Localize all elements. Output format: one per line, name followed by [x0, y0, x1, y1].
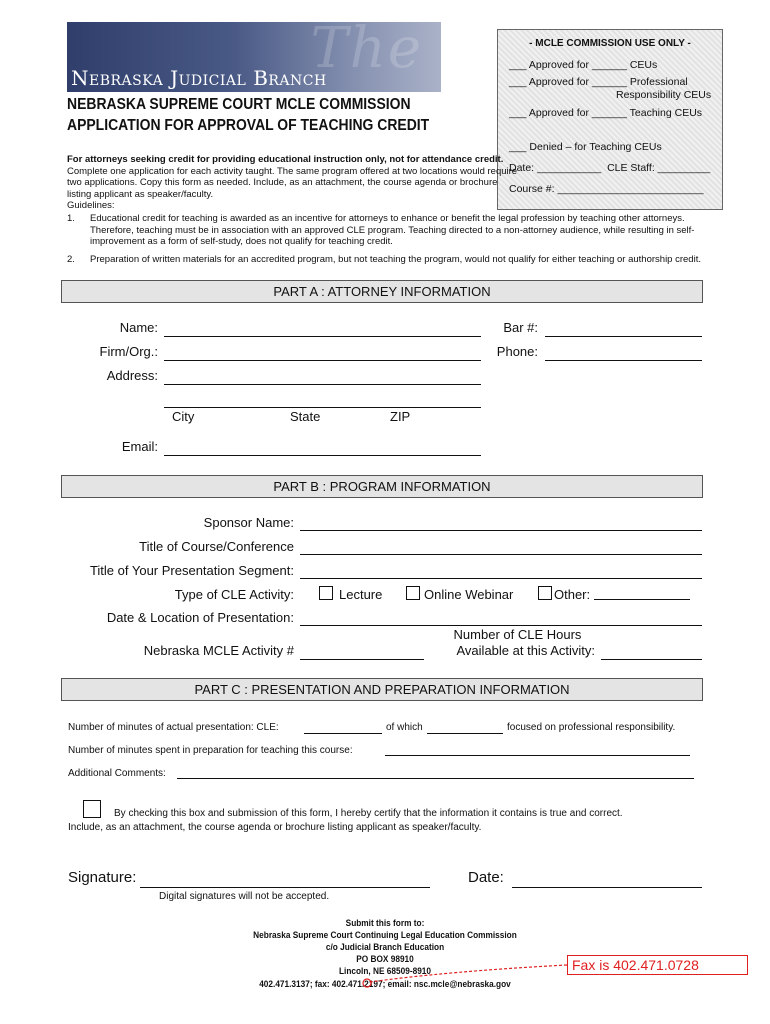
- additional-comments-field[interactable]: [177, 778, 694, 779]
- guideline-text: Preparation of written materials for an accredited program, but not teaching the program, would not qualify for either teaching or authorship credit.: [90, 254, 701, 265]
- fax-annotation-arrow: [330, 955, 570, 991]
- approved-prof-line: ___ Approved for ______ Professional: [509, 76, 688, 88]
- guideline-number: 2.: [67, 254, 75, 265]
- segment-title-label: Title of Your Presentation Segment:: [89, 563, 294, 578]
- footer-line: c/o Judicial Branch Education: [325, 942, 445, 952]
- responsibility-ceus-line: Responsibility CEUs: [616, 89, 712, 101]
- intro-bold-line: For attorneys seeking credit for providing educational instruction only, not for attendance credit.: [67, 154, 504, 165]
- date-label: Date:: [468, 869, 504, 886]
- other-checkbox[interactable]: [538, 586, 552, 600]
- mcle-activity-number-field[interactable]: [300, 659, 424, 660]
- phone-field[interactable]: [545, 360, 702, 361]
- part-b-header: PART B : PROGRAM INFORMATION: [61, 475, 703, 498]
- prof-resp-minutes-field[interactable]: [427, 733, 503, 734]
- footer-contact-line: 402.471.3137; fax: 402.471.2197; email: nsc.mcle@nebraska.gov: [259, 979, 511, 989]
- lecture-option-label: Lecture: [339, 587, 383, 602]
- cle-hours-label-line2: Available at this Activity:: [456, 643, 595, 658]
- address-field[interactable]: [164, 384, 481, 385]
- footer-line: Nebraska Supreme Court Continuing Legal Education Commission: [253, 930, 517, 940]
- fax-annotation-box: Fax is 402.471.0728: [567, 955, 748, 975]
- certify-statement: By checking this box and submission of this form, I hereby certify that the information it contains is true and correct.: [114, 808, 623, 819]
- bar-number-label: Bar #:: [503, 320, 538, 335]
- firm-label: Firm/Org.:: [99, 344, 158, 359]
- logo-watermark: The: [310, 22, 423, 81]
- annotation-arrow-line: [370, 965, 567, 982]
- intro-line: two applications. Copy this form as needed. Include, as an attachment, the course agenda or brochure: [67, 177, 498, 189]
- date-field[interactable]: [512, 887, 702, 888]
- address-label: Address:: [106, 368, 158, 383]
- guideline-number: 1.: [67, 213, 75, 224]
- nebraska-judicial-branch-logo: [67, 22, 441, 92]
- lecture-checkbox[interactable]: [319, 586, 333, 600]
- online-webinar-option-label: Online Webinar: [424, 587, 514, 602]
- date-staff-line: Date: ___________ CLE Staff: _________: [509, 162, 711, 174]
- course-number-line: Course #: _________________________: [509, 183, 704, 195]
- part-c-header: PART C : PRESENTATION AND PREPARATION INFORMATION: [61, 678, 703, 701]
- course-title-label: Title of Course/Conference: [139, 539, 294, 554]
- of-which-label: of which: [386, 722, 423, 733]
- address-field-line2[interactable]: [164, 407, 481, 408]
- signature-label: Signature:: [68, 869, 137, 886]
- firm-field[interactable]: [164, 360, 481, 361]
- date-location-field[interactable]: [300, 625, 702, 626]
- email-field[interactable]: [164, 455, 481, 456]
- email-label: Email:: [121, 439, 158, 454]
- online-webinar-checkbox[interactable]: [406, 586, 420, 600]
- signature-field[interactable]: [140, 887, 430, 888]
- sponsor-field[interactable]: [300, 530, 702, 531]
- commission-box-title: - MCLE COMMISSION USE ONLY -: [529, 38, 691, 49]
- zip-label: ZIP: [390, 409, 411, 424]
- prof-resp-label: focused on professional responsibility.: [507, 722, 676, 733]
- course-title-field[interactable]: [300, 554, 702, 555]
- form-title-line2: APPLICATION FOR APPROVAL OF TEACHING CREDIT: [67, 117, 430, 134]
- approved-ceus-line: ___ Approved for ______ CEUs: [509, 59, 658, 71]
- cle-hours-field[interactable]: [601, 659, 702, 660]
- name-field[interactable]: [164, 336, 481, 337]
- bar-number-field[interactable]: [545, 336, 702, 337]
- intro-text: [67, 154, 517, 212]
- part-a-header: PART A : ATTORNEY INFORMATION: [61, 280, 703, 303]
- guideline-text: Educational credit for teaching is awarded as an incentive for attorneys to enhance or benefit the legal profession by teaching other attorneys. Therefore, teaching must be in association with an approved CLE program. Teaching directed to a non-attorney audience, while resulting in self-improvement as a form of self-study, does not qualify for teaching credit.: [90, 213, 695, 248]
- footer-line: Lincoln, NE 68509-8910: [338, 966, 432, 976]
- digital-signature-note: Digital signatures will not be accepted.: [159, 891, 330, 902]
- additional-comments-label: Additional Comments:: [68, 768, 166, 779]
- footer-line: PO BOX 98910: [356, 954, 414, 964]
- intro-line: Complete one application for each activity taught. The same program offered at two locations would require: [67, 165, 518, 177]
- prep-minutes-field[interactable]: [385, 755, 690, 756]
- sponsor-label: Sponsor Name:: [203, 515, 294, 530]
- cle-activity-type-label: Type of CLE Activity:: [174, 587, 294, 602]
- guidelines-heading: Guidelines:: [67, 200, 115, 212]
- state-label: State: [290, 409, 321, 424]
- date-location-label: Date & Location of Presentation:: [106, 610, 294, 625]
- city-label: City: [172, 409, 195, 424]
- denied-line: ___ Denied – for Teaching CEUs: [509, 141, 662, 153]
- phone-label: Phone:: [496, 344, 538, 359]
- annotation-arrow-circle: [363, 979, 371, 987]
- intro-line: listing applicant as speaker/faculty.: [67, 188, 214, 200]
- logo-text: Nebraska Judicial Branch: [71, 66, 327, 90]
- approved-teaching-line: ___ Approved for ______ Teaching CEUs: [509, 107, 703, 119]
- name-label: Name:: [119, 320, 158, 335]
- other-option-label: Other:: [554, 587, 591, 602]
- certify-checkbox[interactable]: [83, 800, 101, 818]
- segment-title-field[interactable]: [300, 578, 702, 579]
- footer-line: Submit this form to:: [345, 918, 425, 928]
- certify-attachment-note: Include, as an attachment, the course agenda or brochure listing applicant as speaker/faculty.: [68, 822, 482, 833]
- presentation-minutes-label: Number of minutes of actual presentation: CLE:: [68, 722, 279, 733]
- form-title-line1: NEBRASKA SUPREME COURT MCLE COMMISSION: [67, 96, 411, 113]
- other-field[interactable]: [594, 599, 690, 600]
- mcle-activity-number-label: Nebraska MCLE Activity #: [143, 643, 294, 658]
- cle-minutes-field[interactable]: [304, 733, 382, 734]
- cle-hours-label-line1: Number of CLE Hours: [453, 627, 582, 642]
- prep-minutes-label: Number of minutes spent in preparation for teaching this course:: [68, 745, 353, 756]
- commission-use-only-box: [497, 29, 723, 210]
